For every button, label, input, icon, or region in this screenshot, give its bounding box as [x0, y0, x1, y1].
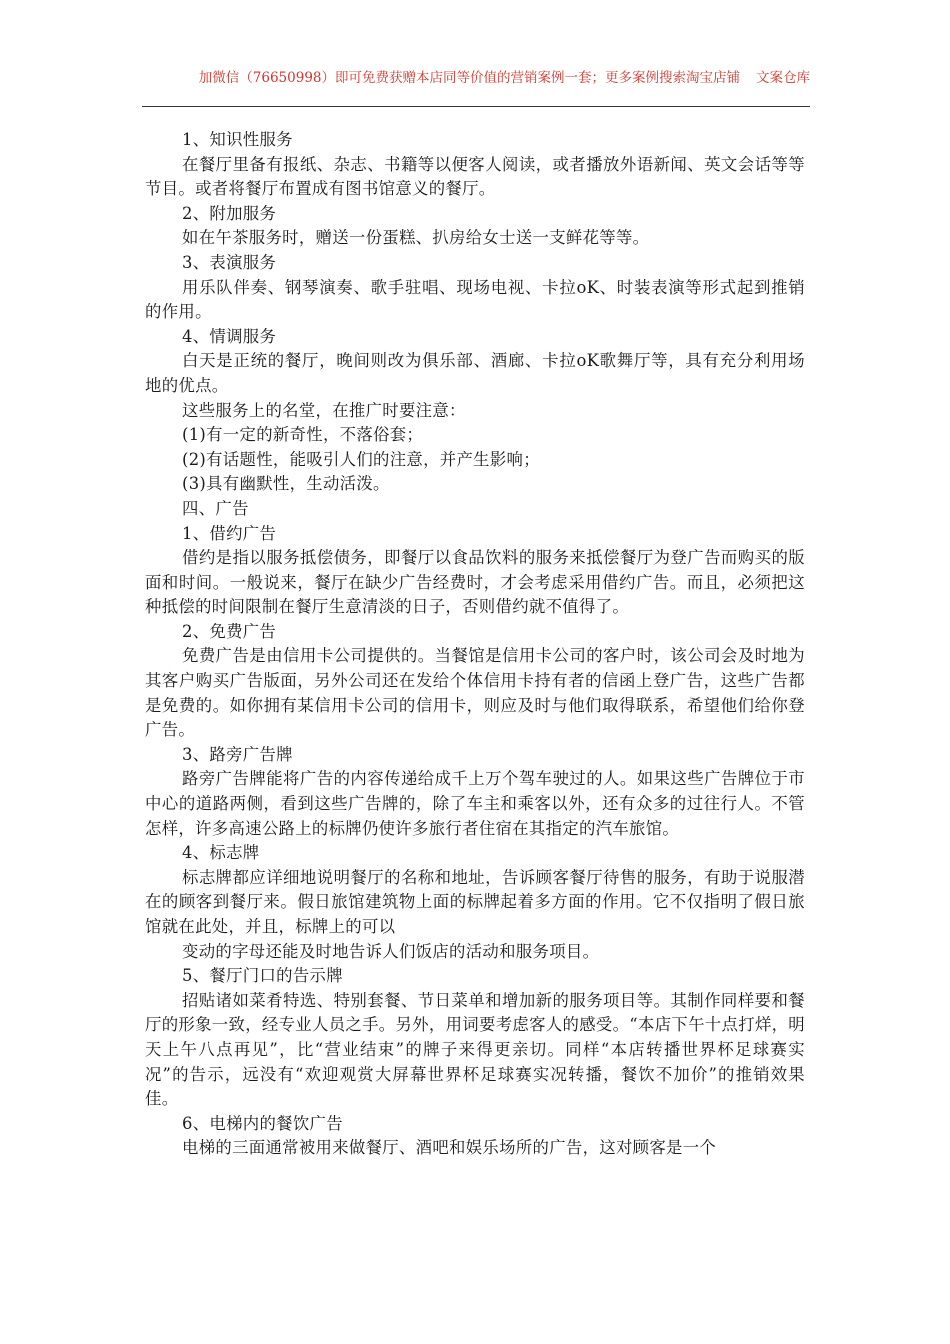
section-heading: 1、知识性服务 [182, 130, 293, 149]
section-heading: 4、标志牌 [182, 843, 260, 863]
list-item: (1)有一定的新奇性，不落俗套； [182, 425, 424, 445]
section-heading: 2、附加服务 [182, 203, 277, 223]
section-heading: 2、免费广告 [182, 621, 277, 641]
section-heading: 3、路旁广告牌 [182, 744, 293, 764]
list-item: (3)具有幽默性，生动活泼。 [182, 474, 390, 494]
section-heading: 3、表演服务 [182, 252, 277, 272]
body-paragraph: 标志牌都应详细地说明餐厅的名称和地址，告诉顾客餐厅待售的服务，有助于说服潜在的顾客到餐厅来。假日旅馆建筑物上面的标牌起着多方面的作用。它不仅指明了假日旅馆就在此处，并且，标牌上的可以 [145, 867, 805, 936]
document-body [145, 128, 805, 1161]
body-paragraph: 变动的字母还能及时地告诉人们饭店的活动和服务项目。 [182, 941, 600, 961]
list-item: (2)有话题性，能吸引人们的注意，并产生影响； [182, 449, 540, 469]
section-heading: 5、餐厅门口的告示牌 [182, 966, 343, 986]
header-divider [142, 106, 810, 107]
body-paragraph: 招贴诸如菜肴特选、特别套餐、节日菜单和增加新的服务项目等。其制作同样要和餐厅的形象一致，经专业人员之手。另外，用词要考虑客人的感受。“本店下午十点打烊，明天上午八点再见”，比“营业结束”的牌子来得更亲切。同样“本店转播世界杯足球赛实况”的告示，远没有“欢迎观赏大屏幕世界杯足球赛实况转播，餐饮不加价”的推销效果佳。 [145, 990, 805, 1109]
body-paragraph: 白天是正统的餐厅，晚间则改为俱乐部、酒廊、卡拉oK歌舞厅等，具有充分利用场地的优点。 [145, 351, 805, 395]
section-heading: 6、电梯内的餐饮广告 [182, 1113, 343, 1133]
body-paragraph: 如在午茶服务时，赠送一份蛋糕、扒房给女士送一支鲜花等等。 [182, 228, 650, 248]
body-paragraph: 免费广告是由信用卡公司提供的。当餐馆是信用卡公司的客户时，该公司会及时地为其客户购买广告版面，另外公司还在发给个体信用卡持有者的信函上登广告，这些广告都是免费的。如你拥有某信用卡公司的信用卡，则应及时与他们取得联系，希望他们给你登广告。 [145, 646, 805, 740]
body-paragraph: 在餐厅里备有报纸、杂志、书籍等以便客人阅读，或者播放外语新闻、英文会话等等节目。或者将餐厅布置成有图书馆意义的餐厅。 [145, 154, 805, 199]
body-paragraph: 借约是指以服务抵偿债务，即餐厅以食品饮料的服务来抵偿餐厅为登广告而购买的版面和时间。一般说来，餐厅在缺少广告经费时，才会考虑采用借约广告。而且，必须把这种抵偿的时间限制在餐厅生意清淡的日子，否则借约就不值得了。 [145, 548, 805, 617]
promo-header [142, 66, 810, 86]
section-heading: 1、借约广告 [182, 523, 277, 543]
promo-text: 加微信（76650998）即可免费获赠本店同等价值的营销案例一套；更多案例搜索淘宝店铺 [198, 70, 740, 86]
body-paragraph: 电梯的三面通常被用来做餐厅、酒吧和娱乐场所的广告，这对顾客是一个 [182, 1138, 717, 1158]
chapter-heading: 四、广告 [182, 498, 249, 518]
body-paragraph: 路旁广告牌能将广告的内容传递给成千上万个驾车驶过的人。如果这些广告牌位于市中心的道路两侧，看到这些广告牌的，除了车主和乘客以外，还有众多的过往行人。不管怎样，许多高速公路上的标牌仍使许多旅行者住宿在其指定的汽车旅馆。 [145, 769, 805, 838]
body-paragraph: 这些服务上的名堂，在推广时要注意： [182, 400, 466, 420]
body-paragraph: 用乐队伴奏、钢琴演奏、歌手驻唱、现场电视、卡拉oK、时装表演等形式起到推销的作用。 [145, 277, 805, 322]
store-name: 文案仓库 [756, 70, 810, 86]
section-heading: 4、情调服务 [182, 326, 277, 346]
